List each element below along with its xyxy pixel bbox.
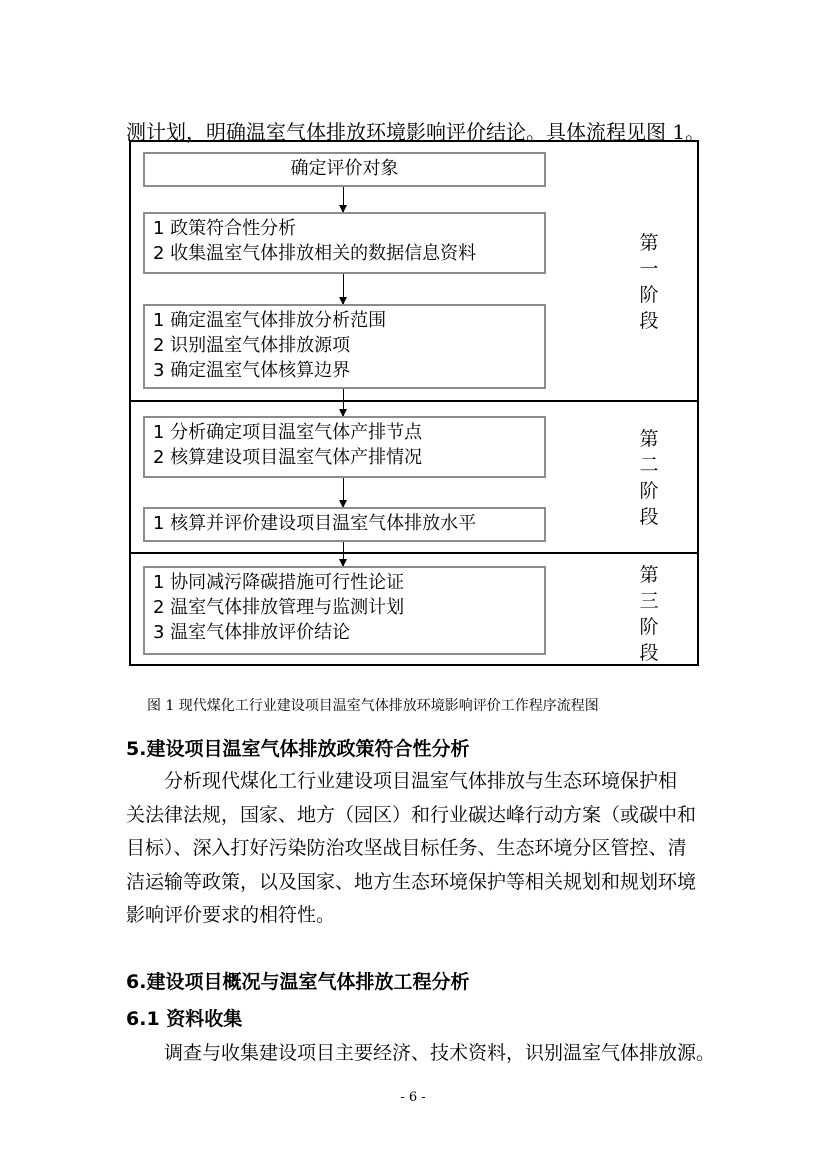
intro-line: 测计划，明确温室气体排放环境影响评价结论。具体流程见图 1。 [126, 120, 706, 144]
section6-heading: 6.建设项目概况与温室气体排放工程分析 [126, 971, 470, 993]
flow-box-policy-data: 1 政策符合性分析 2 收集温室气体排放相关的数据信息资料 [143, 212, 546, 274]
flow-arrow [343, 542, 344, 566]
flow-box-scope: 1 确定温室气体排放分析范围 2 识别温室气体排放源项 3 确定温室气体核算边界 [143, 304, 546, 389]
stage-label-1: 第 一 阶 段 [639, 232, 659, 332]
section6-1-heading: 6.1 资料收集 [126, 1008, 243, 1030]
flow-box-accounting: 1 核算并评价建设项目温室气体排放水平 [143, 507, 546, 542]
flow-box-determine-target: 确定评价对象 [143, 152, 546, 187]
page-number: - 6 - [400, 1090, 426, 1105]
section5-paragraph: 分析现代煤化工行业建设项目温室气体排放与生态环境保护相 关法律法规，国家、地方（园区）和行业碳达峰行动方案（或碳中和 目标）、深入打好污染防治攻坚战目标任务、生态环境分区管控、清 洁运输等政策，以及国家、地方生态环境保护等相关规划和规划环境 影响评价要求的相符性。 [126, 770, 697, 926]
flow-arrow [343, 274, 344, 304]
flow-arrow [343, 187, 344, 212]
figure-caption: 图 1 现代煤化工行业建设项目温室气体排放环境影响评价工作程序流程图 [147, 698, 599, 714]
flow-box-nodes: 1 分析确定项目温室气体产排节点 2 核算建设项目温室气体产排情况 [143, 416, 546, 478]
flowchart [129, 140, 699, 666]
flow-arrow [343, 389, 344, 416]
flow-arrow [343, 478, 344, 507]
section5-heading: 5.建设项目温室气体排放政策符合性分析 [126, 738, 470, 760]
stage-label-2: 第 二 阶 段 [639, 428, 659, 528]
section6-1-paragraph: 调查与收集建设项目主要经济、技术资料，识别温室气体排放源。 [126, 1042, 716, 1064]
stage-label-3: 第 三 阶 段 [639, 564, 659, 664]
stage-divider [131, 400, 697, 402]
stage-divider [131, 552, 697, 554]
flow-box-conclusion: 1 协同减污降碳措施可行性论证 2 温室气体排放管理与监测计划 3 温室气体排放评价结论 [143, 566, 546, 655]
